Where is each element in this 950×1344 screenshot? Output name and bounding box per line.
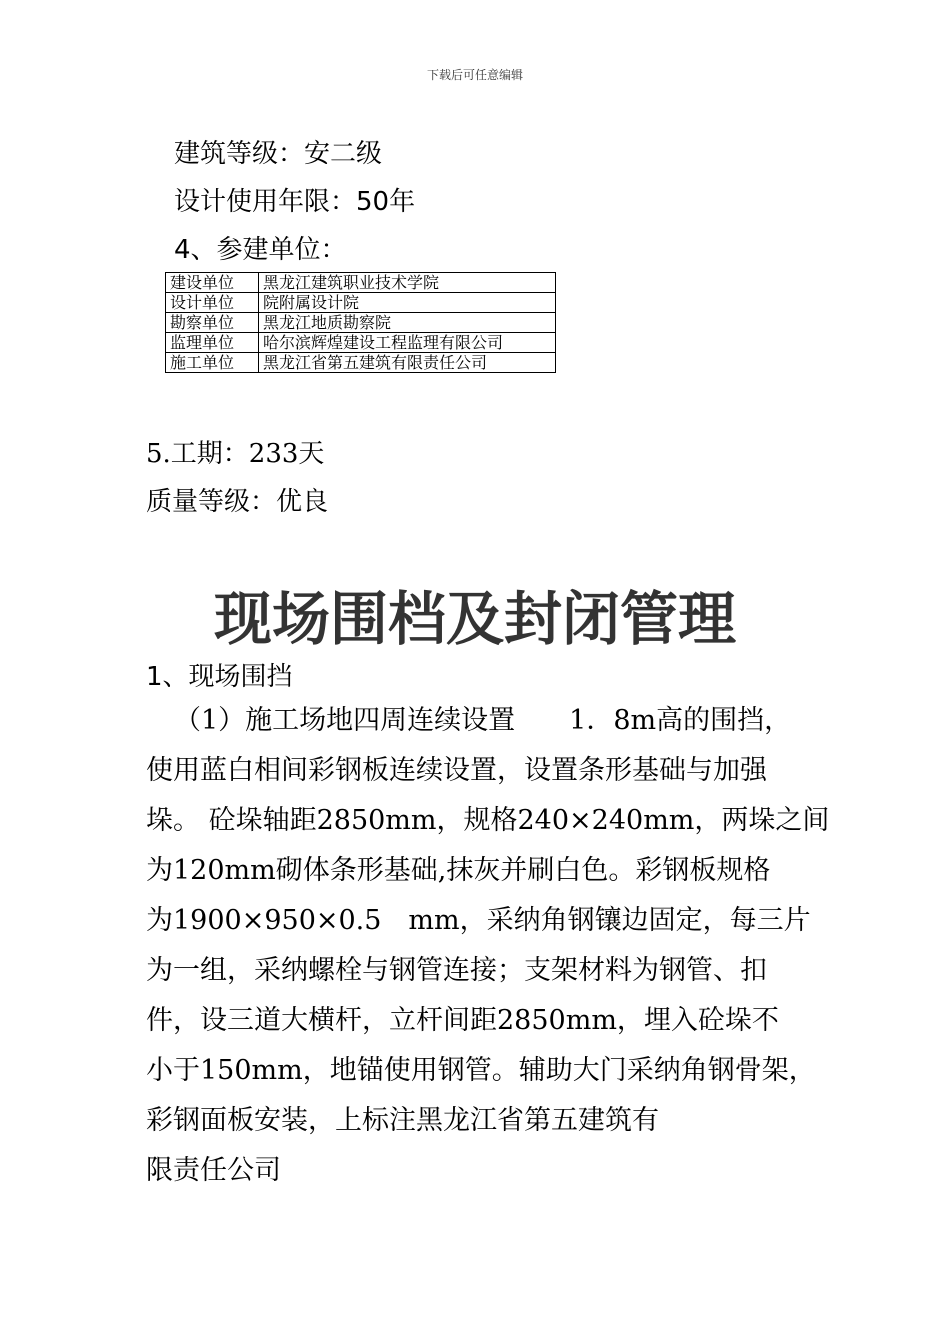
quality-grade: 质量等级：优良 — [146, 487, 329, 517]
section-title: 现场围档及封闭管理 — [213, 585, 736, 653]
unit-name: 院附属设计院 — [259, 293, 556, 313]
paragraph-line: 件，设三道大横杆，立杆间距2850mm，埋入砼垛不 — [146, 1005, 779, 1036]
paragraph-line: 小于150mm，地锚使用钢管。辅助大门采纳角钢骨架， — [146, 1055, 816, 1086]
participants-heading: 4、参建单位： — [174, 235, 347, 265]
paragraph-line: 为1900×950×0.5 mm，采纳角钢镶边固定，每三片 — [146, 905, 811, 936]
table-row — [166, 273, 556, 293]
construction-period: 5.工期：233天 — [146, 439, 325, 469]
unit-name: 黑龙江地质勘察院 — [259, 313, 556, 333]
unit-name: 黑龙江省第五建筑有限责任公司 — [259, 353, 556, 373]
paragraph-line: （1）施工场地四周连续设置 1．8m高的围挡， — [174, 705, 792, 736]
table-row — [166, 313, 556, 333]
unit-role: 勘察单位 — [166, 313, 259, 333]
unit-role: 监理单位 — [166, 333, 259, 353]
fence-paragraph — [146, 696, 836, 1196]
participants-table — [165, 272, 556, 373]
building-grade: 建筑等级：安二级 — [174, 139, 383, 169]
paragraph-line: 限责任公司 — [146, 1155, 281, 1186]
paragraph-line: 为一组，采纳螺栓与钢管连接；支架材料为钢管、扣 — [146, 955, 767, 986]
unit-role: 建设单位 — [166, 273, 259, 293]
unit-name: 黑龙江建筑职业技术学院 — [259, 273, 556, 293]
design-life: 设计使用年限：50年 — [174, 187, 416, 217]
unit-role: 设计单位 — [166, 293, 259, 313]
table-row — [166, 333, 556, 353]
subsection-heading: 1、现场围挡 — [146, 662, 293, 692]
paragraph-line: 使用蓝白相间彩钢板连续设置，设置条形基础与加强 — [146, 755, 767, 786]
table-row — [166, 353, 556, 373]
paragraph-line: 垛。 砼垛轴距2850mm，规格240×240mm，两垛之间 — [146, 805, 830, 836]
table-row — [166, 293, 556, 313]
unit-name: 哈尔滨辉煌建设工程监理有限公司 — [259, 333, 556, 353]
unit-role: 施工单位 — [166, 353, 259, 373]
paragraph-line: 彩钢面板安装，上标注黑龙江省第五建筑有 — [146, 1105, 659, 1136]
paragraph-line: 为120mm砌体条形基础,抹灰并刷白色。彩钢板规格 — [146, 855, 771, 886]
page-header: 下载后可任意编辑 — [426, 68, 523, 82]
